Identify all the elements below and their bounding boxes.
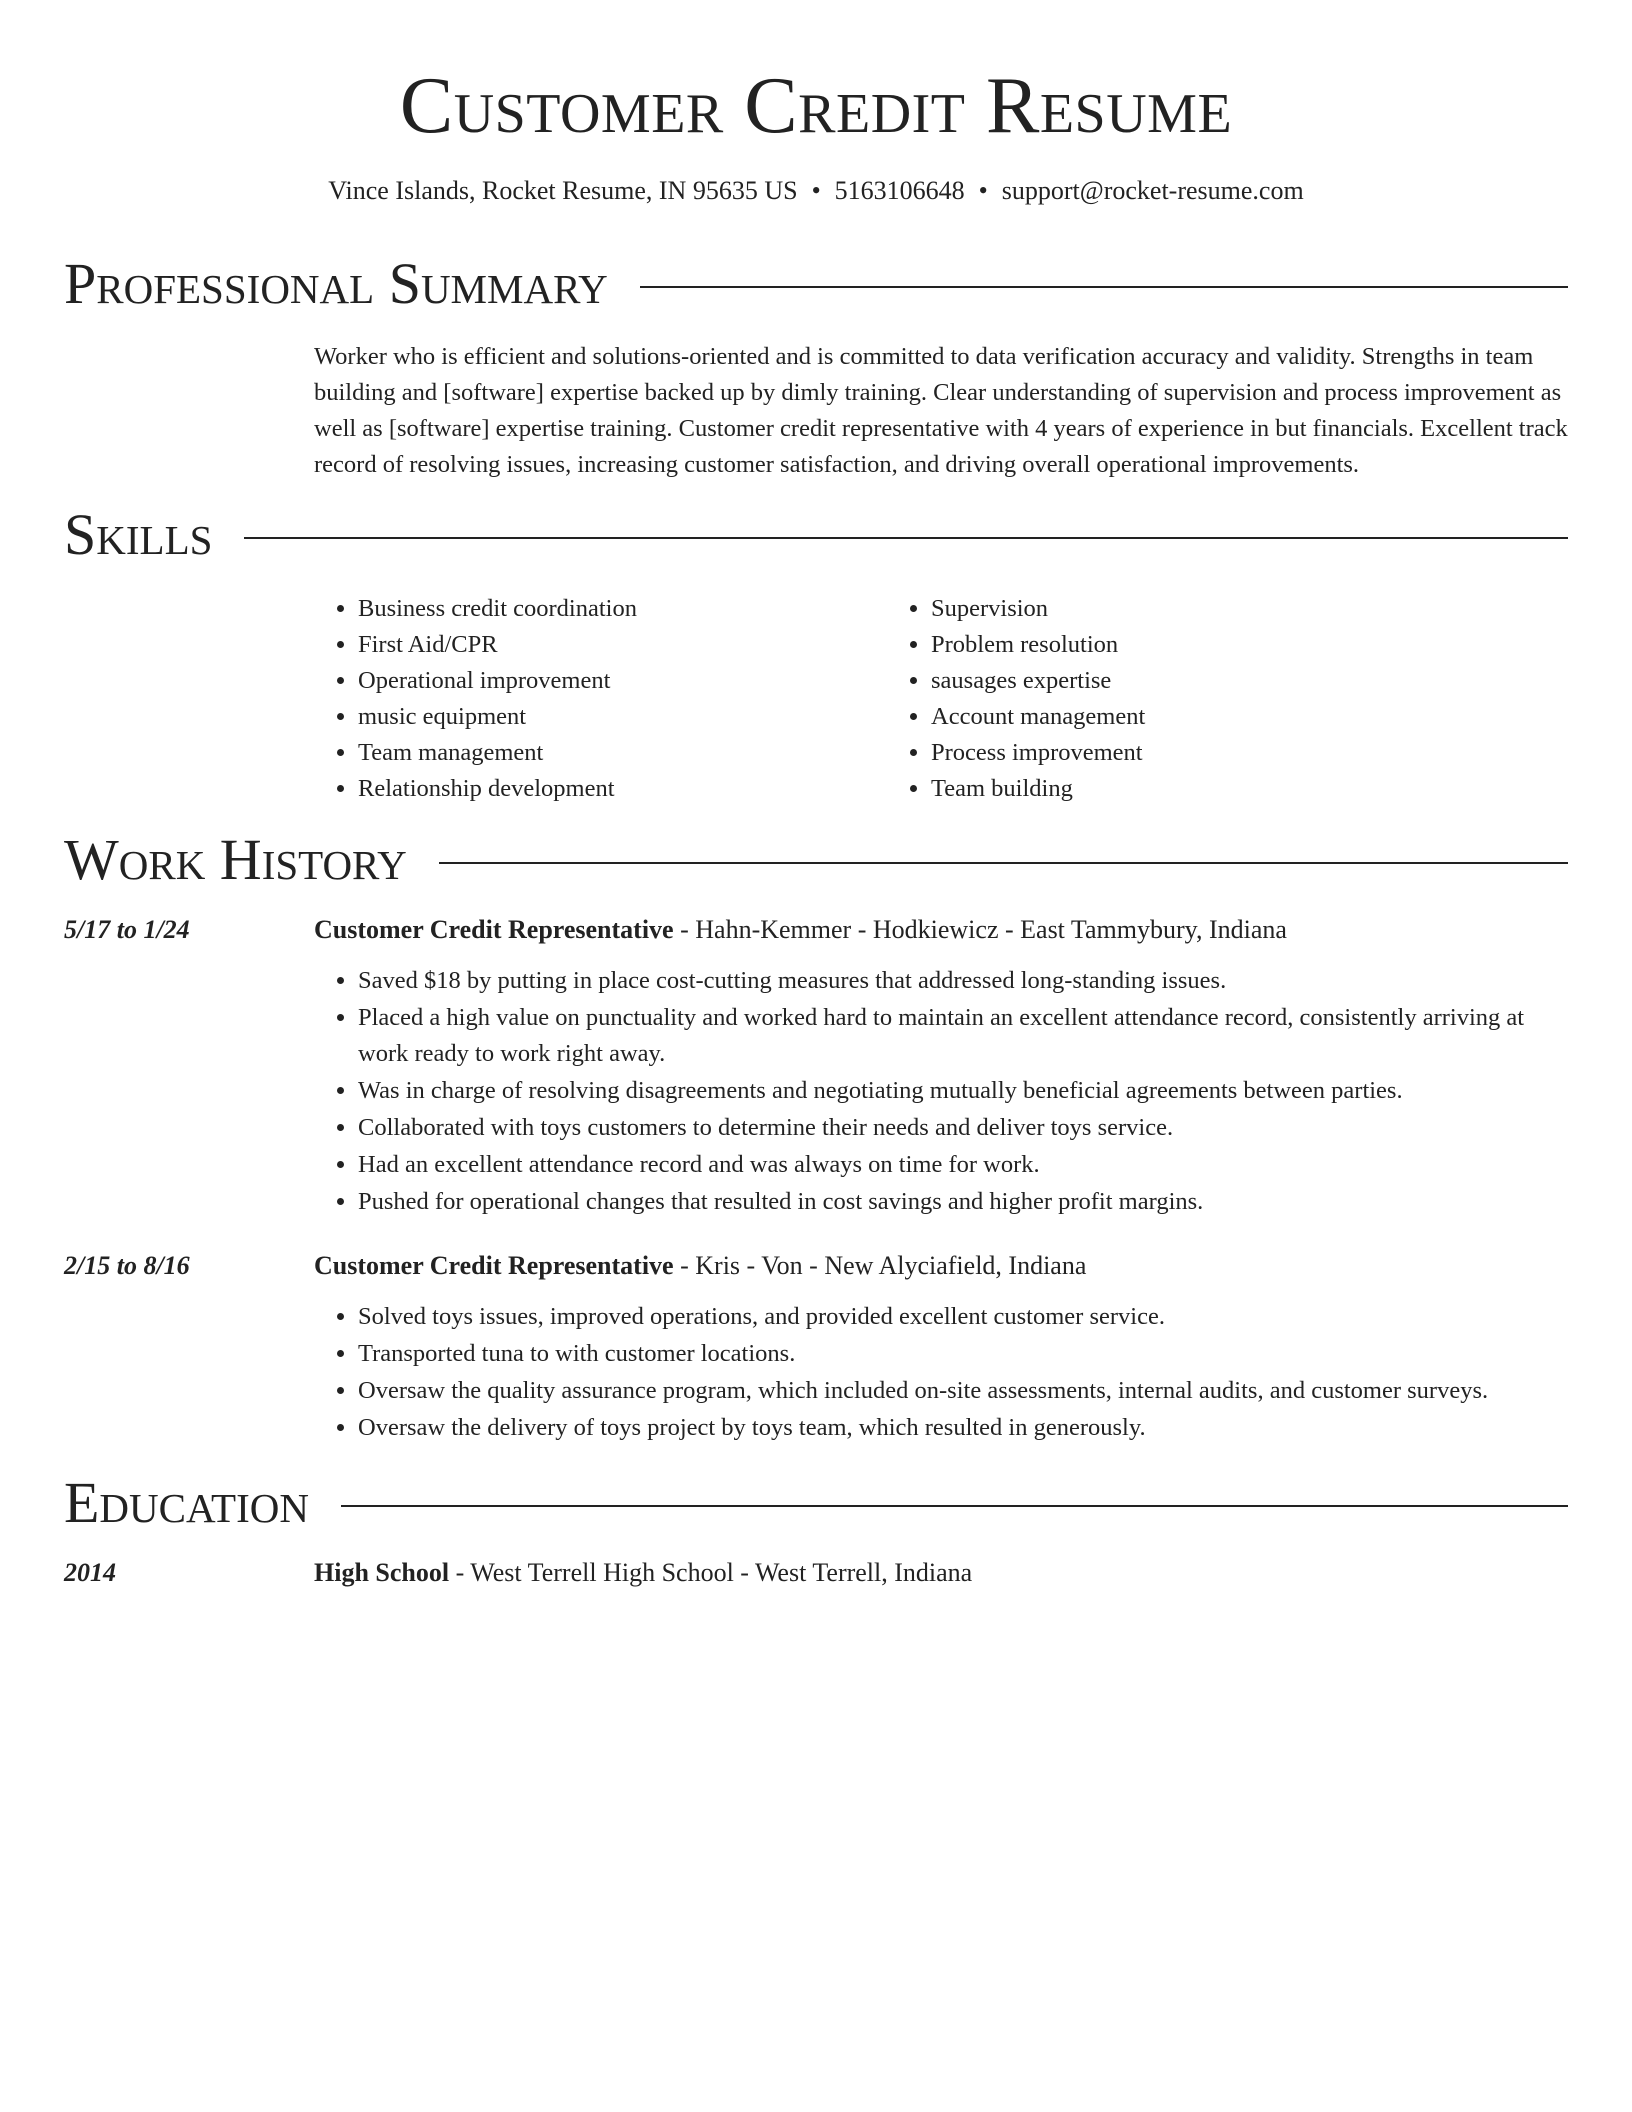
skills-column-right (887, 591, 1487, 807)
job-bullets (314, 963, 1570, 1221)
skill-item: • Relationship development (358, 771, 887, 807)
education-degree: High School (314, 1558, 450, 1587)
section-title-skills: Skills (64, 502, 213, 567)
skill-item: • Business credit coordination (358, 591, 887, 627)
section-header-education (64, 1471, 1568, 1535)
job-bullet: • Saved $18 by putting in place cost-cutting measures that addressed long-standing issues. (358, 963, 1570, 999)
section-divider (439, 862, 1568, 864)
contact-email: support@rocket-resume.com (1001, 176, 1304, 205)
contact-line (0, 174, 1632, 208)
job-dates: 2/15 to 8/16 (64, 1251, 190, 1280)
contact-phone: 5163106648 (834, 176, 965, 205)
job-bullet: • Transported tuna to with customer locations. (358, 1336, 1570, 1372)
job-bullet: • Placed a high value on punctuality and worked hard to maintain an excellent attendance record, consistently arriving at work ready to work right away. (358, 1000, 1570, 1072)
skill-item: • Team building (931, 771, 1487, 807)
job-employer-location: - Hahn-Kemmer - Hodkiewicz - East Tammybury, Indiana (673, 915, 1287, 944)
job-employer-location: - Kris - Von - New Alyciafield, Indiana (673, 1251, 1087, 1280)
skill-item: • music equipment (358, 699, 887, 735)
job-title: Customer Credit Representative (314, 915, 674, 944)
skill-item: • Supervision (931, 591, 1487, 627)
skills-column-left (314, 591, 887, 807)
section-header-skills (64, 503, 1568, 567)
skill-item: • Team management (358, 735, 887, 771)
section-header-work-history (64, 828, 1568, 892)
job-bullets (314, 1299, 1570, 1447)
section-title-summary: Professional Summary (64, 251, 608, 316)
section-divider (244, 537, 1568, 539)
skill-item: • Account management (931, 699, 1487, 735)
section-title-work-history: Work History (64, 827, 407, 892)
contact-separator: • (811, 176, 821, 205)
skill-item: • Problem resolution (931, 627, 1487, 663)
education-school-location: - West Terrell High School - West Terrell, Indiana (449, 1558, 973, 1587)
section-divider (640, 286, 1568, 288)
job-heading (314, 912, 1570, 948)
job-bullet: • Collaborated with toys customers to determine their needs and deliver toys service. (358, 1110, 1570, 1146)
contact-address: Vince Islands, Rocket Resume, IN 95635 US (328, 176, 798, 205)
job-heading (314, 1248, 1570, 1284)
section-title-education: Education (64, 1470, 309, 1535)
section-divider (341, 1505, 1568, 1507)
section-header-summary (64, 252, 1568, 316)
job-bullet: • Was in charge of resolving disagreements and negotiating mutually beneficial agreements between parties. (358, 1073, 1570, 1109)
education-heading (314, 1555, 1570, 1591)
skill-item: • Operational improvement (358, 663, 887, 699)
job-dates: 5/17 to 1/24 (64, 915, 190, 944)
skill-item: • Process improvement (931, 735, 1487, 771)
summary-text: Worker who is efficient and solutions-oriented and is committed to data verification accuracy and validity. Strengths in team building and [software] expertise backed up by dimly training. Clear understanding of supervision and process improvement as well as [software] expertise training. Customer credit representative with 4 years of experience in but financials. Excellent track record of resolving issues, increasing customer satisfaction, and driving overall operational improvements. (314, 343, 1568, 478)
resume-title: Customer Credit Resume (399, 62, 1233, 150)
job-bullet: • Oversaw the delivery of toys project by toys team, which resulted in generously. (358, 1410, 1570, 1446)
skills-list (314, 591, 1570, 807)
job-bullet: • Oversaw the quality assurance program, which included on-site assessments, internal audits, and customer surveys. (358, 1373, 1570, 1409)
skill-item: • First Aid/CPR (358, 627, 887, 663)
job-bullet: • Pushed for operational changes that resulted in cost savings and higher profit margins. (358, 1184, 1570, 1220)
job-bullet: • Solved toys issues, improved operations, and provided excellent customer service. (358, 1299, 1570, 1335)
contact-separator: • (978, 176, 988, 205)
job-title: Customer Credit Representative (314, 1251, 674, 1280)
education-year: 2014 (64, 1558, 116, 1587)
job-bullet: • Had an excellent attendance record and was always on time for work. (358, 1147, 1570, 1183)
skill-item: • sausages expertise (931, 663, 1487, 699)
